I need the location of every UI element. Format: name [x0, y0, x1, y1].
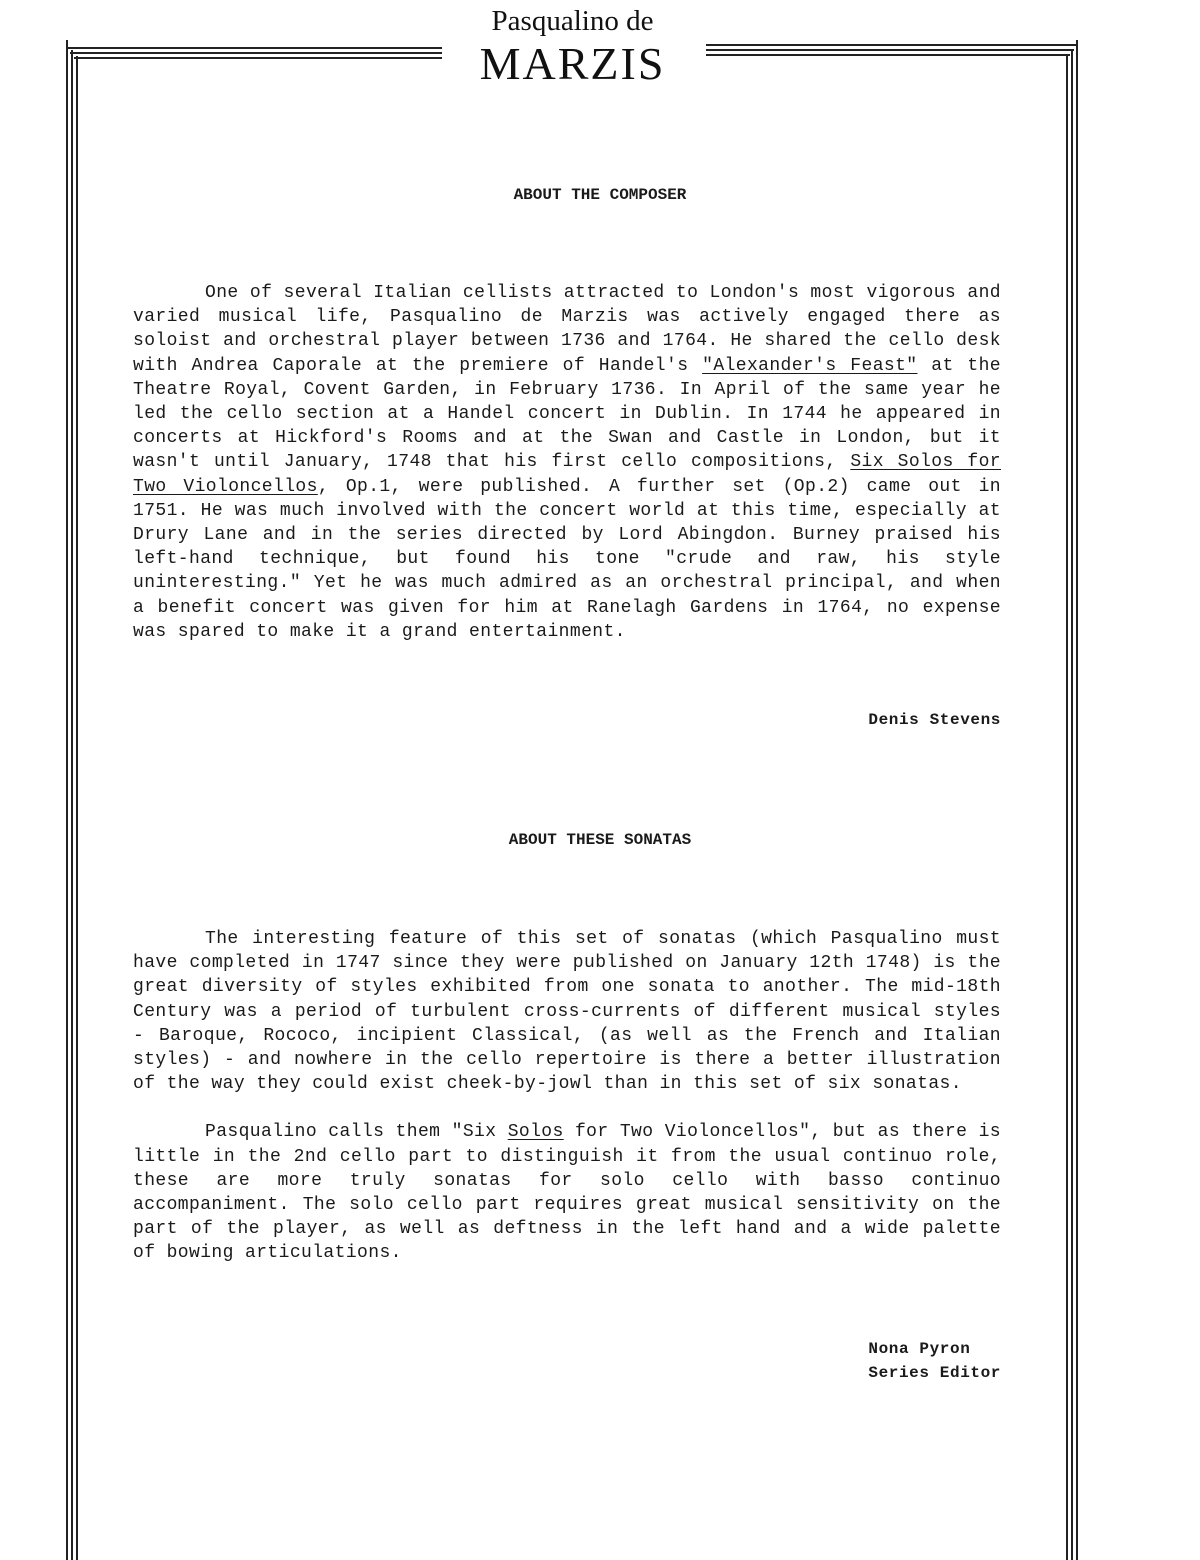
sonatas-signature: [868, 1337, 1001, 1385]
composer-signature: Denis Stevens: [868, 711, 1001, 729]
composer-text-a: One of several Italian cellists attracted to London's most vigorous and varied musical life, Pasqualino de Marzis was actively engaged there as soloist and orchestral player between 1736 and 1764. He shared the cello desk with Andrea Caporale at the premiere of Handel's: [133, 283, 1001, 376]
signature-name: Nona Pyron: [868, 1340, 971, 1358]
page-header: [440, 4, 705, 90]
sonatas-heading: ABOUT THESE SONATAS: [508, 831, 692, 849]
solos-underlined: Solos: [507, 1122, 564, 1143]
composer-paragraph: [133, 281, 1001, 644]
work-title-six-solos: Six Solos for Two Violoncellos: [133, 452, 1002, 497]
sonatas-text-b: for Two Violoncellos", but as there is little in the 2nd cello part to distinguish it from the usual continuo role, these are more truly sonatas for solo cello with basso continuo accompaniment. The solo cello part requires great musical sensitivity on the part of the player, as well as deftness in the left hand and a wide palette of bowing articulations.: [133, 1122, 1001, 1264]
composer-text-c: , Op.1, were published. A further set (Op.2) came out in 1751. He was much involved with the concert world at this time, especially at Drury Lane and in the series directed by Lord Abingdon. Burney praised his left-hand technique, but found his tone "crude and raw, his style uninteresting." Yet he was much admired as an orchestral principal, and when a benefit concert was given for him at Ranelagh Gardens in 1764, no expense was spared to make it a grand entertainment.: [133, 476, 1001, 642]
sonatas-paragraph-1: The interesting feature of this set of sonatas (which Pasqualino must have completed in 1747 since they were published on January 12th 1748) is the great diversity of styles exhibited from one sonata to another. The mid-18th Century was a period of turbulent cross-currents of different musical styles - Baroque, Rococo, incipient Classical, (as well as the French and Italian styles) - and nowhere in the cello repertoire is there a better illustration of the way they could exist cheek-by-jowl than in this set of six sonatas.: [133, 929, 1001, 1095]
sonatas-paragraph-2: [133, 1120, 1001, 1265]
sonatas-section: [133, 927, 1001, 1266]
composer-text-b: at the Theatre Royal, Covent Garden, in February 1736. In April of the same year he led the cello section at a Handel concert in Dublin. In 1744 he appeared in concerts at Hickford's Rooms and at the Swan and Castle in London, but it wasn't until January, 1748 that his first cello compositions,: [133, 355, 1001, 473]
header-last-name: MARZIS: [479, 38, 666, 89]
page-border: [66, 40, 1078, 1560]
work-title-alexanders-feast: "Alexander's Feast": [702, 355, 918, 376]
composer-heading: ABOUT THE COMPOSER: [513, 186, 687, 204]
sonatas-text-a: Pasqualino calls them "Six: [205, 1122, 508, 1143]
signature-role: Series Editor: [868, 1364, 1001, 1382]
composer-section: [133, 281, 1001, 644]
header-first-name: Pasqualino de: [491, 5, 654, 37]
